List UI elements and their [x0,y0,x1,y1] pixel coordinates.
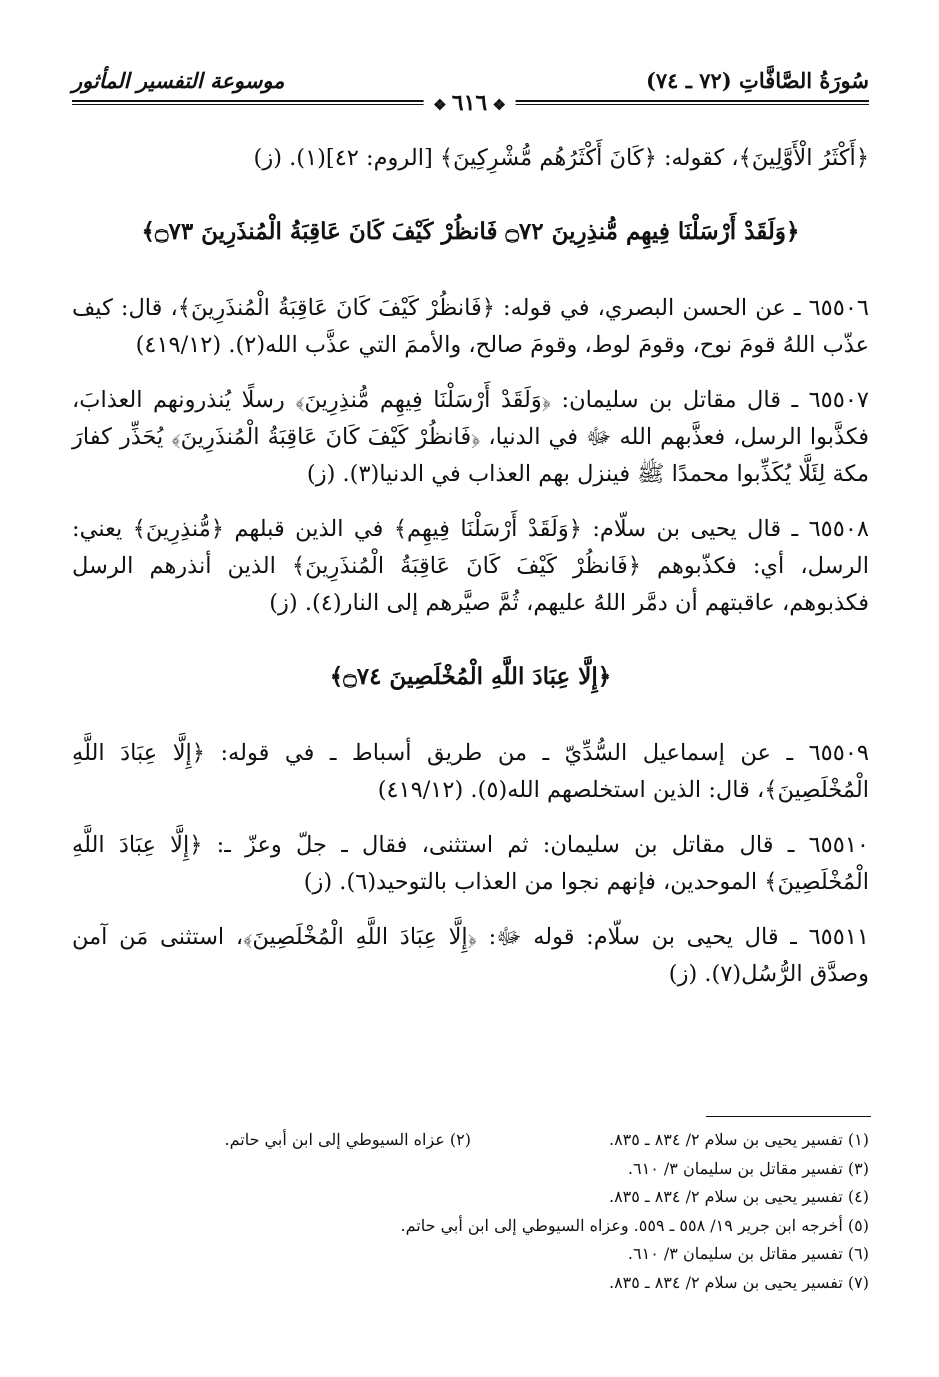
continuation-paragraph: ﴿أَكْثَرُ الْأَوَّلِينَ﴾، كقوله: ﴿كَانَ أَكْثَرُهُم مُّشْرِكِينَ﴾ [الروم: ٤٢](١). (ز) [253,145,869,171]
book-title-header: موسوعة التفسير المأثور [72,68,285,93]
entry-65508: ٦٥٥٠٨ ـ قال يحيى بن سلّام: ﴿وَلَقَدْ أَرْسَلْنَا فِيهِم﴾ في الذين قبلهم ﴿مُّنذِرِينَ﴾ يعني: الرسل، أي: فكذّبوهم ﴿فَانظُرْ كَيْفَ كَانَ عَاقِبَةُ الْمُنذَرِينَ﴾ الذين أنذرهم الرسل فكذبوهم، عاقبتهم أن دمَّر اللهُ عليهم، ثُمَّ صيَّرهم إلى النار(٤). (ز) [72,516,869,616]
page-number-value: ٦١٦ [451,90,488,116]
footnotes [72,1126,869,1297]
entry-65509: ٦٥٥٠٩ ـ عن إسماعيل السُّدِّيّ ـ من طريق أسباط ـ في قوله: ﴿إِلَّا عِبَادَ اللَّهِ الْمُخْلَصِينَ﴾، قال: الذين استخلصهم الله(٥). (٤١٩/١٢) [72,740,869,803]
footnote-7: (٧) تفسير يحيى بن سلام ٢/ ٨٣٤ ـ ٨٣٥. [608,1272,869,1292]
footnote-5: (٥) أخرجه ابن جرير ١٩/ ٥٥٨ ـ ٥٥٩. وعزاه السيوطي إلى ابن أبي حاتم. [400,1215,869,1235]
footnote-6: (٦) تفسير مقاتل بن سليمان ٣/ ٦١٠. [627,1244,869,1263]
footnote-rule [706,1116,871,1117]
main-text [72,140,869,1011]
footnote-4: (٤) تفسير يحيى بن سلام ٢/ ٨٣٤ ـ ٨٣٥. [608,1187,869,1206]
entry-65511: ٦٥٥١١ ـ قال يحيى بن سلّام: قوله ﷻ: ﴿إِلَّا عِبَادَ اللَّهِ الْمُخْلَصِينَ﴾، استثنى مَن آمن وصدَّق الرُّسُل(٧). (ز) [72,924,869,987]
footnote-1: (١) تفسير يحيى بن سلام ٢/ ٨٣٤ ـ ٨٣٥. [608,1130,869,1149]
footnote-2: (٢) عزاه السيوطي إلى ابن أبي حاتم. [224,1130,471,1149]
ornament-icon: ❖ [433,96,452,114]
entry-65506: ٦٥٥٠٦ ـ عن الحسن البصري، في قوله: ﴿فَانظُرْ كَيْفَ كَانَ عَاقِبَةُ الْمُنذَرِينَ﴾، قال: كيف عذّب اللهُ قومَ نوح، وقومَ لوط، وقومَ صالح، والأممَ التي عذَّب الله(٢). (٤١٩/١٢) [72,295,869,358]
entry-65507: ٦٥٥٠٧ ـ قال مقاتل بن سليمان: ﴿وَلَقَدْ أَرْسَلْنَا فِيهِم مُّنذِرِينَ﴾ رسلًا يُنذرونهم العذابَ، فكذَّبوا الرسل، فعذَّبهم الله ﷻ في الدنيا، ﴿فَانظُرْ كَيْفَ كَانَ عَاقِبَةُ الْمُنذَرِينَ﴾ يُحَذِّر كفارَ مكة لِئَلَّا يُكَذِّبوا محمدًا ﷺ فينزل بهم العذاب في الدنيا(٣). (ز) [72,387,869,487]
entry-65510: ٦٥٥١٠ ـ قال مقاتل بن سليمان: ثم استثنى، فقال ـ جلّ وعزّ ـ: ﴿إِلَّا عِبَادَ اللَّهِ الْمُخْلَصِينَ﴾ الموحدين، فإنهم نجوا من العذاب بالتوحيد(٦). (ز) [72,832,869,895]
surah-header: سُورَةُ الصَّافَّاتِ (٧٢ ـ ٧٤) [645,68,869,93]
verse-heading-72-73: ﴿وَلَقَدْ أَرْسَلْنَا فِيهِم مُّنذِرِينَ ۝٧٢ فَانظُرْ كَيْفَ كَانَ عَاقِبَةُ الْمُنذَرِينَ ۝٧٣﴾ [141,218,800,245]
footnote-row [72,1126,869,1155]
verse-heading-74: ﴿إِلَّا عِبَادَ اللَّهِ الْمُخْلَصِينَ ۝٧٤﴾ [329,663,612,690]
footnote-3: (٣) تفسير مقاتل بن سليمان ٣/ ٦١٠. [627,1158,869,1178]
ornament-icon: ❖ [487,96,506,114]
page-number [423,90,516,116]
